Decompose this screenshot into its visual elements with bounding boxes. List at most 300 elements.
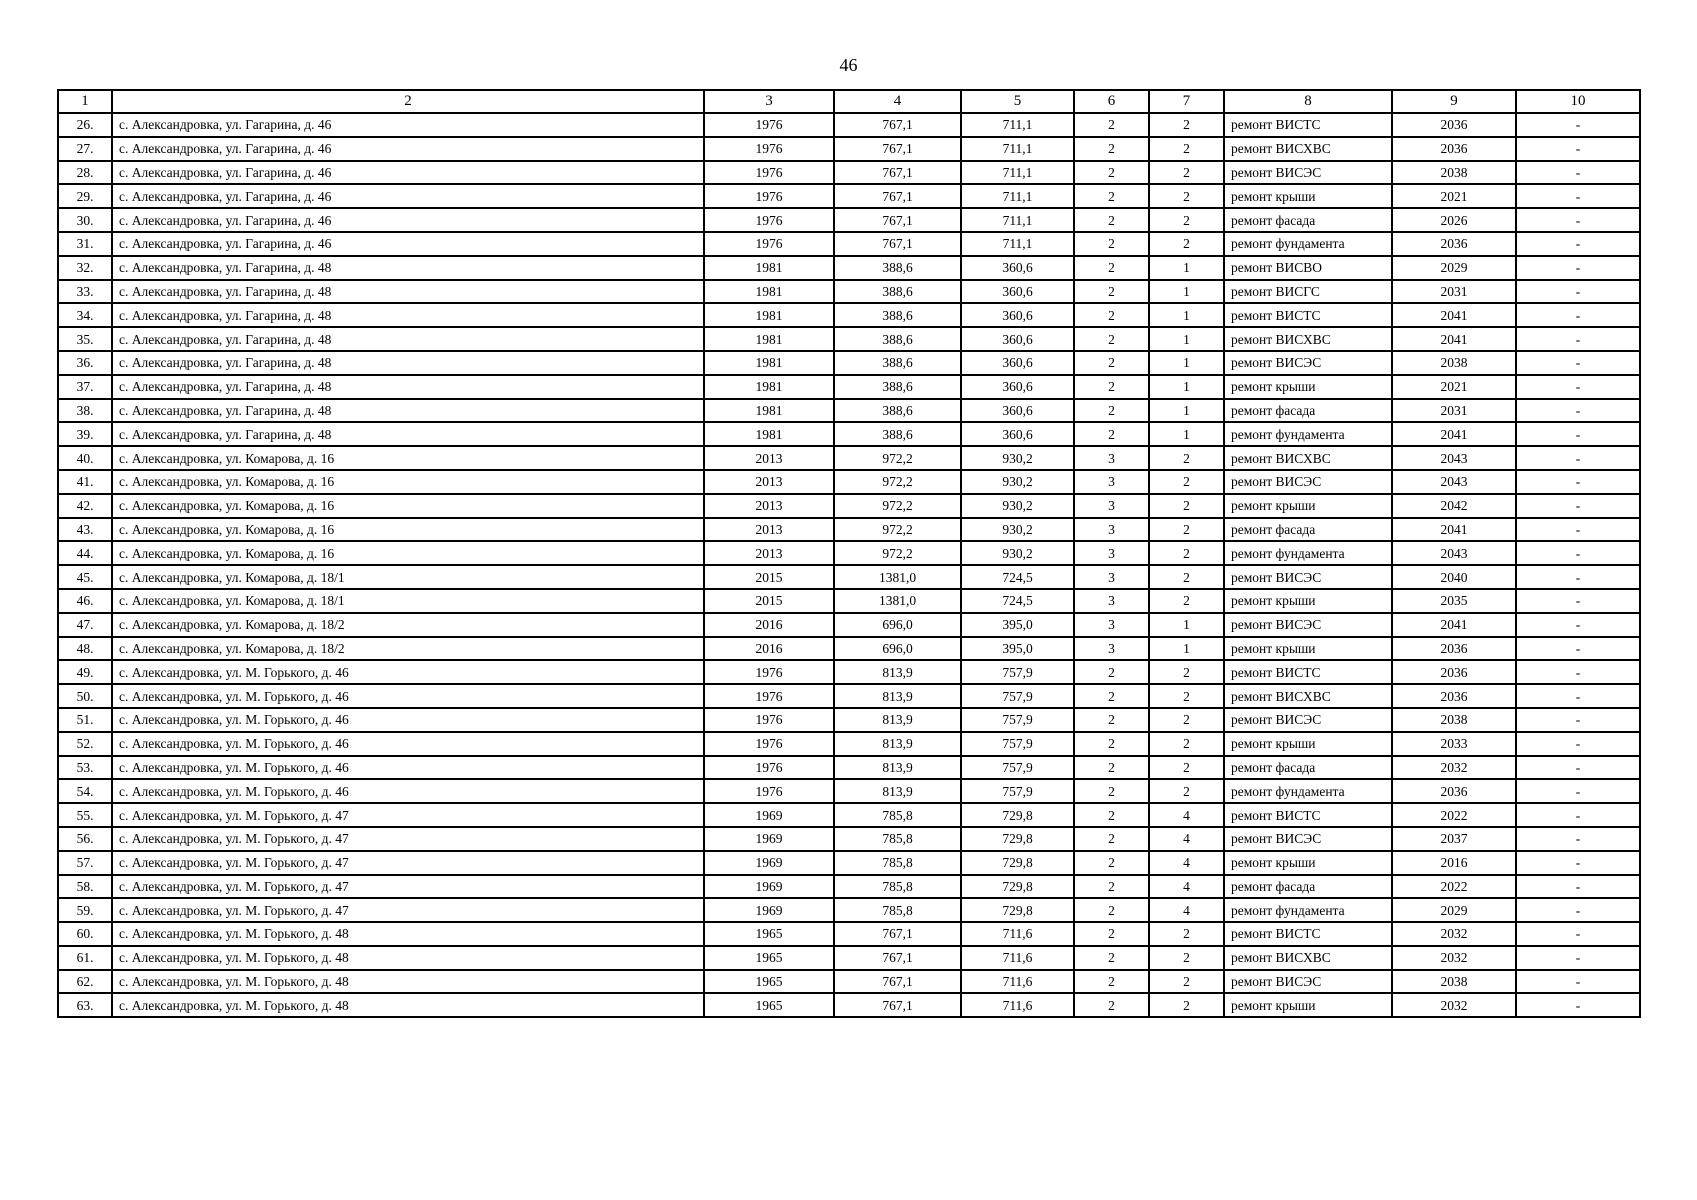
living-area-cell: 360,6 (961, 303, 1074, 327)
note-cell: - (1516, 303, 1640, 327)
year-built-cell: 2013 (704, 541, 834, 565)
entrances-cell: 2 (1149, 756, 1224, 780)
row-number-cell: 47. (58, 613, 112, 637)
living-area-cell: 757,9 (961, 708, 1074, 732)
total-area-cell: 388,6 (834, 399, 961, 423)
total-area-cell: 388,6 (834, 256, 961, 280)
total-area-cell: 767,1 (834, 184, 961, 208)
floors-cell: 2 (1074, 256, 1149, 280)
work-type-cell: ремонт ВИСХВС (1224, 327, 1392, 351)
table-row (58, 541, 1640, 565)
total-area-cell: 388,6 (834, 280, 961, 304)
address-cell: с. Александровка, ул. М. Горького, д. 48 (112, 970, 704, 994)
work-type-cell: ремонт крыши (1224, 375, 1392, 399)
planned-year-cell: 2016 (1392, 851, 1516, 875)
entrances-cell: 1 (1149, 256, 1224, 280)
planned-year-cell: 2036 (1392, 684, 1516, 708)
living-area-cell: 360,6 (961, 399, 1074, 423)
entrances-cell: 2 (1149, 922, 1224, 946)
work-type-cell: ремонт ВИСЭС (1224, 565, 1392, 589)
address-cell: с. Александровка, ул. Гагарина, д. 48 (112, 375, 704, 399)
total-area-cell: 813,9 (834, 756, 961, 780)
row-number-cell: 41. (58, 470, 112, 494)
living-area-cell: 757,9 (961, 660, 1074, 684)
table-row (58, 446, 1640, 470)
planned-year-cell: 2021 (1392, 375, 1516, 399)
table-row (58, 613, 1640, 637)
year-built-cell: 2016 (704, 613, 834, 637)
floors-cell: 2 (1074, 732, 1149, 756)
work-type-cell: ремонт крыши (1224, 851, 1392, 875)
floors-cell: 2 (1074, 827, 1149, 851)
entrances-cell: 1 (1149, 303, 1224, 327)
work-type-cell: ремонт крыши (1224, 993, 1392, 1017)
living-area-cell: 360,6 (961, 280, 1074, 304)
floors-cell: 2 (1074, 161, 1149, 185)
note-cell: - (1516, 875, 1640, 899)
floors-cell: 2 (1074, 803, 1149, 827)
row-number-cell: 58. (58, 875, 112, 899)
column-header: 10 (1516, 90, 1640, 113)
note-cell: - (1516, 613, 1640, 637)
work-type-cell: ремонт фасада (1224, 208, 1392, 232)
year-built-cell: 1976 (704, 660, 834, 684)
planned-year-cell: 2043 (1392, 470, 1516, 494)
planned-year-cell: 2035 (1392, 589, 1516, 613)
year-built-cell: 2013 (704, 518, 834, 542)
year-built-cell: 1976 (704, 208, 834, 232)
table-row (58, 660, 1640, 684)
address-cell: с. Александровка, ул. Гагарина, д. 46 (112, 113, 704, 137)
year-built-cell: 1976 (704, 184, 834, 208)
note-cell: - (1516, 137, 1640, 161)
floors-cell: 3 (1074, 470, 1149, 494)
year-built-cell: 1969 (704, 827, 834, 851)
address-cell: с. Александровка, ул. Комарова, д. 16 (112, 494, 704, 518)
living-area-cell: 711,6 (961, 970, 1074, 994)
work-type-cell: ремонт ВИСЭС (1224, 970, 1392, 994)
year-built-cell: 1976 (704, 779, 834, 803)
total-area-cell: 767,1 (834, 970, 961, 994)
total-area-cell: 1381,0 (834, 589, 961, 613)
planned-year-cell: 2041 (1392, 518, 1516, 542)
floors-cell: 2 (1074, 993, 1149, 1017)
row-number-cell: 27. (58, 137, 112, 161)
living-area-cell: 930,2 (961, 541, 1074, 565)
living-area-cell: 711,1 (961, 184, 1074, 208)
planned-year-cell: 2038 (1392, 708, 1516, 732)
entrances-cell: 4 (1149, 827, 1224, 851)
year-built-cell: 1981 (704, 280, 834, 304)
entrances-cell: 2 (1149, 541, 1224, 565)
year-built-cell: 1981 (704, 303, 834, 327)
entrances-cell: 2 (1149, 161, 1224, 185)
note-cell: - (1516, 684, 1640, 708)
floors-cell: 2 (1074, 375, 1149, 399)
work-type-cell: ремонт фундамента (1224, 898, 1392, 922)
row-number-cell: 36. (58, 351, 112, 375)
living-area-cell: 930,2 (961, 470, 1074, 494)
table-row (58, 779, 1640, 803)
note-cell: - (1516, 184, 1640, 208)
floors-cell: 2 (1074, 946, 1149, 970)
planned-year-cell: 2043 (1392, 541, 1516, 565)
column-header: 2 (112, 90, 704, 113)
total-area-cell: 767,1 (834, 993, 961, 1017)
floors-cell: 2 (1074, 113, 1149, 137)
note-cell: - (1516, 660, 1640, 684)
note-cell: - (1516, 375, 1640, 399)
note-cell: - (1516, 232, 1640, 256)
column-header: 5 (961, 90, 1074, 113)
entrances-cell: 1 (1149, 613, 1224, 637)
living-area-cell: 724,5 (961, 565, 1074, 589)
note-cell: - (1516, 256, 1640, 280)
work-type-cell: ремонт крыши (1224, 589, 1392, 613)
planned-year-cell: 2041 (1392, 422, 1516, 446)
entrances-cell: 2 (1149, 993, 1224, 1017)
table-row (58, 303, 1640, 327)
total-area-cell: 696,0 (834, 637, 961, 661)
note-cell: - (1516, 399, 1640, 423)
table-body (58, 113, 1640, 1017)
living-area-cell: 729,8 (961, 875, 1074, 899)
entrances-cell: 1 (1149, 637, 1224, 661)
total-area-cell: 767,1 (834, 161, 961, 185)
note-cell: - (1516, 946, 1640, 970)
table-row (58, 684, 1640, 708)
column-header: 4 (834, 90, 961, 113)
planned-year-cell: 2036 (1392, 660, 1516, 684)
work-type-cell: ремонт ВИСЭС (1224, 827, 1392, 851)
entrances-cell: 2 (1149, 565, 1224, 589)
planned-year-cell: 2032 (1392, 993, 1516, 1017)
planned-year-cell: 2026 (1392, 208, 1516, 232)
table-row (58, 208, 1640, 232)
living-area-cell: 711,6 (961, 993, 1074, 1017)
entrances-cell: 4 (1149, 803, 1224, 827)
planned-year-cell: 2036 (1392, 137, 1516, 161)
floors-cell: 2 (1074, 327, 1149, 351)
row-number-cell: 30. (58, 208, 112, 232)
row-number-cell: 57. (58, 851, 112, 875)
entrances-cell: 2 (1149, 970, 1224, 994)
table-row (58, 946, 1640, 970)
planned-year-cell: 2036 (1392, 232, 1516, 256)
address-cell: с. Александровка, ул. Гагарина, д. 48 (112, 327, 704, 351)
table-row (58, 256, 1640, 280)
total-area-cell: 767,1 (834, 232, 961, 256)
floors-cell: 2 (1074, 351, 1149, 375)
entrances-cell: 2 (1149, 660, 1224, 684)
total-area-cell: 696,0 (834, 613, 961, 637)
address-cell: с. Александровка, ул. Комарова, д. 18/2 (112, 637, 704, 661)
planned-year-cell: 2036 (1392, 637, 1516, 661)
work-type-cell: ремонт крыши (1224, 637, 1392, 661)
entrances-cell: 2 (1149, 470, 1224, 494)
floors-cell: 2 (1074, 660, 1149, 684)
living-area-cell: 930,2 (961, 494, 1074, 518)
address-cell: с. Александровка, ул. Комарова, д. 18/2 (112, 613, 704, 637)
table-row (58, 898, 1640, 922)
work-type-cell: ремонт ВИСХВС (1224, 137, 1392, 161)
living-area-cell: 729,8 (961, 827, 1074, 851)
repair-schedule-table (57, 89, 1641, 1018)
row-number-cell: 26. (58, 113, 112, 137)
work-type-cell: ремонт ВИСТС (1224, 922, 1392, 946)
row-number-cell: 63. (58, 993, 112, 1017)
address-cell: с. Александровка, ул. Гагарина, д. 46 (112, 184, 704, 208)
entrances-cell: 2 (1149, 732, 1224, 756)
note-cell: - (1516, 113, 1640, 137)
table-row (58, 399, 1640, 423)
entrances-cell: 2 (1149, 946, 1224, 970)
year-built-cell: 2015 (704, 565, 834, 589)
address-cell: с. Александровка, ул. М. Горького, д. 47 (112, 875, 704, 899)
year-built-cell: 1976 (704, 708, 834, 732)
floors-cell: 3 (1074, 589, 1149, 613)
year-built-cell: 2013 (704, 470, 834, 494)
work-type-cell: ремонт фундамента (1224, 779, 1392, 803)
table-row (58, 470, 1640, 494)
address-cell: с. Александровка, ул. М. Горького, д. 47 (112, 851, 704, 875)
row-number-cell: 59. (58, 898, 112, 922)
note-cell: - (1516, 494, 1640, 518)
total-area-cell: 972,2 (834, 518, 961, 542)
address-cell: с. Александровка, ул. М. Горького, д. 46 (112, 779, 704, 803)
note-cell: - (1516, 351, 1640, 375)
total-area-cell: 388,6 (834, 327, 961, 351)
year-built-cell: 1976 (704, 161, 834, 185)
planned-year-cell: 2036 (1392, 779, 1516, 803)
living-area-cell: 757,9 (961, 779, 1074, 803)
address-cell: с. Александровка, ул. Гагарина, д. 48 (112, 280, 704, 304)
total-area-cell: 388,6 (834, 375, 961, 399)
living-area-cell: 360,6 (961, 327, 1074, 351)
address-cell: с. Александровка, ул. М. Горького, д. 48 (112, 993, 704, 1017)
floors-cell: 3 (1074, 494, 1149, 518)
work-type-cell: ремонт ВИСЭС (1224, 708, 1392, 732)
year-built-cell: 1969 (704, 875, 834, 899)
total-area-cell: 767,1 (834, 113, 961, 137)
table-row (58, 113, 1640, 137)
floors-cell: 2 (1074, 779, 1149, 803)
work-type-cell: ремонт ВИСВО (1224, 256, 1392, 280)
entrances-cell: 1 (1149, 280, 1224, 304)
table-row (58, 422, 1640, 446)
total-area-cell: 972,2 (834, 541, 961, 565)
year-built-cell: 1976 (704, 732, 834, 756)
year-built-cell: 1969 (704, 898, 834, 922)
total-area-cell: 388,6 (834, 303, 961, 327)
note-cell: - (1516, 732, 1640, 756)
year-built-cell: 1965 (704, 993, 834, 1017)
total-area-cell: 813,9 (834, 732, 961, 756)
column-number-row (58, 90, 1640, 113)
planned-year-cell: 2029 (1392, 256, 1516, 280)
entrances-cell: 1 (1149, 422, 1224, 446)
entrances-cell: 2 (1149, 446, 1224, 470)
total-area-cell: 785,8 (834, 803, 961, 827)
table-row (58, 137, 1640, 161)
floors-cell: 2 (1074, 708, 1149, 732)
note-cell: - (1516, 280, 1640, 304)
entrances-cell: 2 (1149, 184, 1224, 208)
living-area-cell: 930,2 (961, 446, 1074, 470)
table-row (58, 351, 1640, 375)
page-number: 46 (839, 55, 858, 75)
living-area-cell: 360,6 (961, 256, 1074, 280)
row-number-cell: 49. (58, 660, 112, 684)
year-built-cell: 2013 (704, 494, 834, 518)
address-cell: с. Александровка, ул. Гагарина, д. 48 (112, 256, 704, 280)
note-cell: - (1516, 161, 1640, 185)
column-header: 3 (704, 90, 834, 113)
table-row (58, 375, 1640, 399)
entrances-cell: 2 (1149, 684, 1224, 708)
work-type-cell: ремонт ВИСТС (1224, 803, 1392, 827)
floors-cell: 3 (1074, 541, 1149, 565)
entrances-cell: 4 (1149, 898, 1224, 922)
total-area-cell: 972,2 (834, 446, 961, 470)
row-number-cell: 37. (58, 375, 112, 399)
row-number-cell: 34. (58, 303, 112, 327)
floors-cell: 2 (1074, 970, 1149, 994)
entrances-cell: 2 (1149, 113, 1224, 137)
living-area-cell: 360,6 (961, 375, 1074, 399)
total-area-cell: 767,1 (834, 946, 961, 970)
note-cell: - (1516, 922, 1640, 946)
work-type-cell: ремонт крыши (1224, 494, 1392, 518)
planned-year-cell: 2031 (1392, 280, 1516, 304)
floors-cell: 2 (1074, 756, 1149, 780)
floors-cell: 2 (1074, 184, 1149, 208)
year-built-cell: 1976 (704, 137, 834, 161)
planned-year-cell: 2042 (1392, 494, 1516, 518)
row-number-cell: 29. (58, 184, 112, 208)
work-type-cell: ремонт фасада (1224, 399, 1392, 423)
table-row (58, 875, 1640, 899)
total-area-cell: 972,2 (834, 470, 961, 494)
floors-cell: 3 (1074, 446, 1149, 470)
note-cell: - (1516, 589, 1640, 613)
note-cell: - (1516, 898, 1640, 922)
note-cell: - (1516, 470, 1640, 494)
address-cell: с. Александровка, ул. Комарова, д. 16 (112, 518, 704, 542)
address-cell: с. Александровка, ул. М. Горького, д. 47 (112, 898, 704, 922)
note-cell: - (1516, 565, 1640, 589)
floors-cell: 2 (1074, 303, 1149, 327)
year-built-cell: 2015 (704, 589, 834, 613)
table-row (58, 993, 1640, 1017)
year-built-cell: 1981 (704, 351, 834, 375)
floors-cell: 2 (1074, 875, 1149, 899)
year-built-cell: 1965 (704, 946, 834, 970)
entrances-cell: 1 (1149, 351, 1224, 375)
floors-cell: 2 (1074, 851, 1149, 875)
total-area-cell: 813,9 (834, 779, 961, 803)
entrances-cell: 2 (1149, 208, 1224, 232)
planned-year-cell: 2038 (1392, 351, 1516, 375)
address-cell: с. Александровка, ул. М. Горького, д. 48 (112, 946, 704, 970)
planned-year-cell: 2036 (1392, 113, 1516, 137)
total-area-cell: 388,6 (834, 422, 961, 446)
row-number-cell: 56. (58, 827, 112, 851)
row-number-cell: 44. (58, 541, 112, 565)
entrances-cell: 4 (1149, 875, 1224, 899)
row-number-cell: 48. (58, 637, 112, 661)
living-area-cell: 729,8 (961, 898, 1074, 922)
table-row (58, 184, 1640, 208)
living-area-cell: 395,0 (961, 613, 1074, 637)
note-cell: - (1516, 327, 1640, 351)
floors-cell: 2 (1074, 280, 1149, 304)
year-built-cell: 1976 (704, 684, 834, 708)
year-built-cell: 1981 (704, 256, 834, 280)
living-area-cell: 711,1 (961, 161, 1074, 185)
column-header: 1 (58, 90, 112, 113)
work-type-cell: ремонт ВИСГС (1224, 280, 1392, 304)
planned-year-cell: 2032 (1392, 922, 1516, 946)
address-cell: с. Александровка, ул. Гагарина, д. 48 (112, 303, 704, 327)
row-number-cell: 62. (58, 970, 112, 994)
table-row (58, 232, 1640, 256)
table-row (58, 518, 1640, 542)
row-number-cell: 31. (58, 232, 112, 256)
address-cell: с. Александровка, ул. М. Горького, д. 48 (112, 922, 704, 946)
planned-year-cell: 2041 (1392, 613, 1516, 637)
year-built-cell: 1969 (704, 803, 834, 827)
entrances-cell: 4 (1149, 851, 1224, 875)
work-type-cell: ремонт ВИСХВС (1224, 446, 1392, 470)
address-cell: с. Александровка, ул. Комарова, д. 18/1 (112, 589, 704, 613)
row-number-cell: 50. (58, 684, 112, 708)
table-row (58, 756, 1640, 780)
row-number-cell: 54. (58, 779, 112, 803)
living-area-cell: 729,8 (961, 803, 1074, 827)
living-area-cell: 395,0 (961, 637, 1074, 661)
work-type-cell: ремонт фасада (1224, 875, 1392, 899)
living-area-cell: 711,1 (961, 137, 1074, 161)
year-built-cell: 1969 (704, 851, 834, 875)
note-cell: - (1516, 779, 1640, 803)
year-built-cell: 1965 (704, 970, 834, 994)
work-type-cell: ремонт крыши (1224, 732, 1392, 756)
table-row (58, 803, 1640, 827)
entrances-cell: 2 (1149, 589, 1224, 613)
floors-cell: 3 (1074, 565, 1149, 589)
work-type-cell: ремонт ВИСХВС (1224, 684, 1392, 708)
living-area-cell: 729,8 (961, 851, 1074, 875)
living-area-cell: 360,6 (961, 422, 1074, 446)
row-number-cell: 38. (58, 399, 112, 423)
row-number-cell: 53. (58, 756, 112, 780)
entrances-cell: 2 (1149, 518, 1224, 542)
row-number-cell: 42. (58, 494, 112, 518)
entrances-cell: 2 (1149, 137, 1224, 161)
living-area-cell: 711,1 (961, 113, 1074, 137)
total-area-cell: 767,1 (834, 137, 961, 161)
work-type-cell: ремонт ВИСТС (1224, 113, 1392, 137)
planned-year-cell: 2037 (1392, 827, 1516, 851)
living-area-cell: 711,1 (961, 208, 1074, 232)
table-row (58, 851, 1640, 875)
floors-cell: 2 (1074, 898, 1149, 922)
address-cell: с. Александровка, ул. Гагарина, д. 48 (112, 422, 704, 446)
year-built-cell: 1981 (704, 422, 834, 446)
address-cell: с. Александровка, ул. Комарова, д. 16 (112, 541, 704, 565)
entrances-cell: 2 (1149, 232, 1224, 256)
